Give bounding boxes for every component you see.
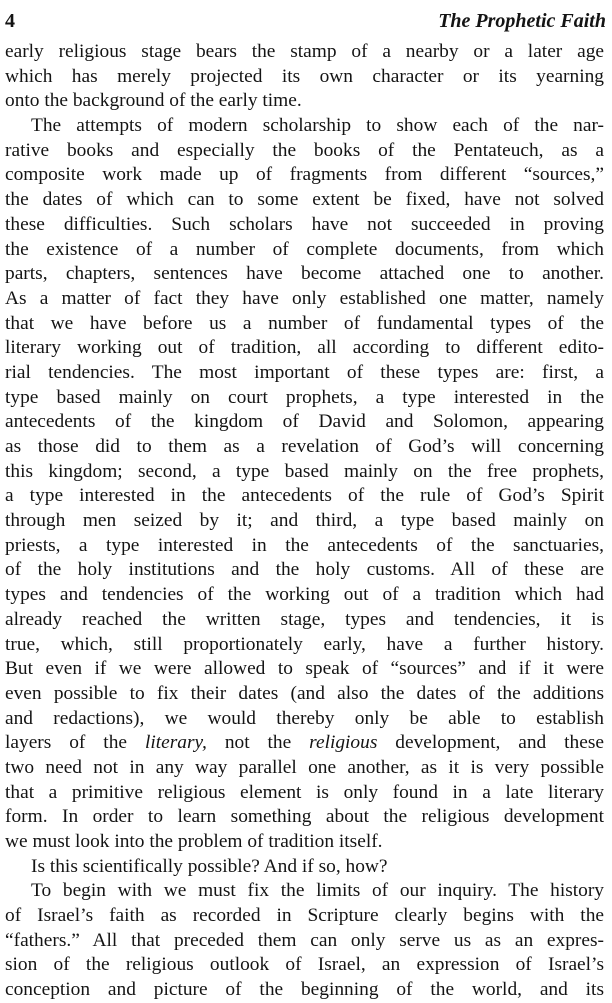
italic-term-literary: literary, (144, 732, 207, 754)
text-line: the existence of a number of complete documents, from which (5, 238, 604, 260)
text-line: true, which, still proportionately early, have a further history. (5, 633, 604, 655)
text-line: two need not in any way parallel one another, as it is very possible (5, 756, 604, 778)
text-line: that we have before us a number of fundamental types of the (5, 312, 604, 334)
text-line: we must look into the problem of tradition itself. (5, 831, 383, 852)
text-line: onto the background of the early time. (5, 90, 302, 112)
text-line: and redactions), we would thereby only be able to establish (5, 707, 604, 729)
body-text (5, 40, 604, 1003)
text-line: “fathers.” All that preceded them can only serve us as an expres- (5, 929, 604, 951)
line-segment: layers of the (5, 732, 145, 754)
text-line: even possible to fix their dates (and also the dates of the additions (5, 682, 604, 704)
text-line: this kingdom; second, a type based mainly on the free prophets, (5, 460, 604, 482)
running-head (5, 10, 606, 36)
text-line: The attempts of modern scholarship to show each of the nar- (31, 115, 604, 137)
text-line: type based mainly on court prophets, a type interested in the (5, 386, 604, 408)
text-line: rative books and especially the books of the Pentateuch, as a (5, 139, 604, 161)
text-line: as those did to them as a revelation of God’s will concerning (5, 436, 604, 457)
text-line: types and tendencies of the working out of a tradition which had (5, 584, 604, 606)
text-line: these difficulties. Such scholars have not succeeded in proving (5, 213, 604, 235)
text-line: literary working out of tradition, all according to different edito- (5, 337, 604, 359)
text-line: through men seized by it; and third, a type based mainly on (5, 510, 604, 532)
text-line: of the holy institutions and the holy customs. All of these are (5, 559, 604, 581)
running-title: The Prophetic Faith (438, 10, 606, 32)
text-line: early religious stage bears the stamp of a nearby or a later age (5, 41, 604, 62)
line-segment: development, and these (377, 732, 604, 754)
text-line: priests, a type interested in the antecedents of the sanctuaries, (5, 534, 604, 556)
text-line: the dates of which can to some extent be fixed, have not solved (5, 189, 604, 211)
text-line: rial tendencies. The most important of these types are: first, a (5, 361, 604, 383)
text-line: already reached the written stage, types and tendencies, it is (5, 608, 604, 630)
text-line-italic-terms (5, 731, 604, 756)
text-line: composite work made up of fragments from different “sources,” (5, 164, 604, 186)
text-line: form. In order to learn something about the religious development (5, 806, 604, 828)
text-line: that a primitive religious element is only found in a late literary (5, 781, 604, 803)
italic-term-religious: religious (309, 732, 378, 754)
line-segment: not the (206, 732, 310, 754)
page-number: 4 (5, 10, 15, 32)
text-line: As a matter of fact they have only established one matter, namely (5, 287, 604, 309)
text-line: To begin with we must fix the limits of our inquiry. The history (31, 880, 604, 902)
text-line: Is this scientifically possible? And if so, how? (31, 855, 388, 877)
text-line: conception and picture of the beginning of the world, and its (5, 979, 604, 1001)
text-line: of Israel’s faith as recorded in Scripture clearly begins with the (5, 905, 604, 927)
text-line: a type interested in the antecedents of the rule of God’s Spirit (5, 485, 604, 507)
text-line: But even if we were allowed to speak of “sources” and if it were (5, 658, 604, 680)
text-line: antecedents of the kingdom of David and Solomon, appearing (5, 411, 604, 433)
text-line: sion of the religious outlook of Israel, an expression of Israel’s (5, 954, 604, 976)
text-line: which has merely projected its own character or its yearning (5, 65, 604, 87)
text-line: parts, chapters, sentences have become attached one to another. (5, 263, 604, 285)
